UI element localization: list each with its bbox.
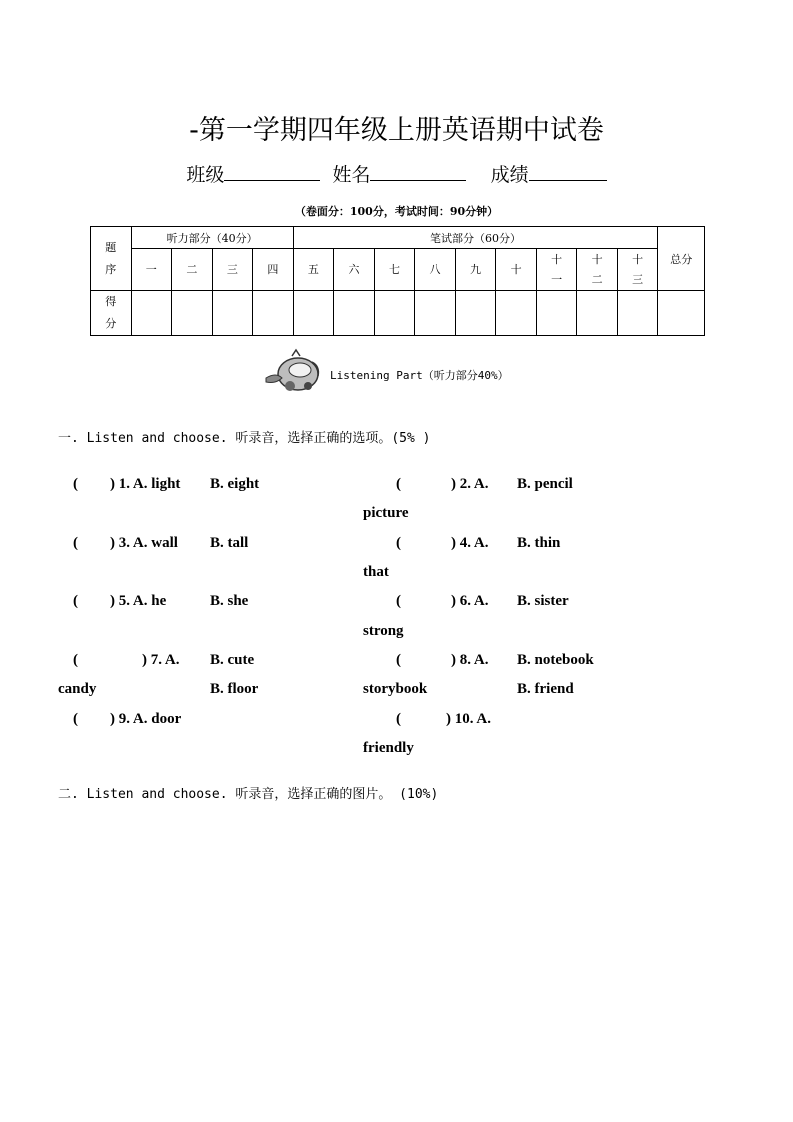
column-header-12: 十 二	[577, 249, 618, 291]
q1-option-b: B. eight	[210, 476, 260, 492]
column-header-row	[91, 249, 705, 291]
score-table	[90, 226, 705, 336]
q7-option-a: ) 7. A.	[142, 652, 180, 668]
q6-option-a: ) 6. A.	[451, 593, 489, 609]
exam-note: （卷面分：100分，考试时间：90分钟）	[294, 205, 499, 218]
q4-option-a: ) 4. A.	[451, 535, 489, 551]
column-header-6: 六	[334, 249, 375, 291]
column-header-9: 九	[455, 249, 496, 291]
column-header-1: 一	[131, 249, 172, 291]
q9-option-a: ) 9. A. door	[110, 711, 182, 727]
row-head-score: 得 分	[91, 291, 132, 336]
q7-option-b2: B. floor	[210, 681, 259, 697]
q2-option-b: B. pencil	[517, 476, 573, 492]
q5-option-a: ) 5. A. he	[110, 593, 167, 609]
q3-option-b: B. tall	[210, 535, 249, 551]
score-cell-7[interactable]	[374, 291, 415, 336]
score-cell-1[interactable]	[131, 291, 172, 336]
q2-paren[interactable]: (	[396, 476, 401, 492]
page-title: -第一学期四年级上册英语期中试卷	[189, 115, 604, 146]
column-header-3: 三	[212, 249, 253, 291]
student-info-line	[0, 160, 793, 187]
name-blank[interactable]	[370, 162, 466, 181]
listening-icon	[262, 348, 324, 400]
name-label: 姓名	[332, 164, 371, 186]
score-cell-13[interactable]	[617, 291, 658, 336]
listening-part-banner	[262, 348, 562, 400]
q7-option-b: B. cute	[210, 652, 255, 668]
score-cell-4[interactable]	[253, 291, 294, 336]
column-header-2: 二	[172, 249, 213, 291]
q8-option-b2: B. friend	[517, 681, 574, 697]
score-cell-6[interactable]	[334, 291, 375, 336]
score-label: 成绩	[490, 164, 529, 186]
q5-paren[interactable]: (	[73, 593, 78, 609]
column-header-4: 四	[253, 249, 294, 291]
q10-option-a: ) 10. A.	[446, 711, 491, 727]
writing-header: 笔试部分（60分）	[293, 227, 658, 249]
section2-title: 二. Listen and choose. 听录音，选择正确的图片。 (10%)	[58, 787, 439, 802]
q8-option-b: B. notebook	[517, 652, 594, 668]
score-cell-5[interactable]	[293, 291, 334, 336]
column-header-13: 十 三	[617, 249, 658, 291]
listening-header: 听力部分（40分）	[131, 227, 293, 249]
q8-option-a: ) 8. A.	[451, 652, 489, 668]
q6-continuation: strong	[363, 623, 404, 639]
column-header-10: 十	[496, 249, 537, 291]
q7-paren[interactable]: (	[73, 652, 78, 668]
q2-option-a: ) 2. A.	[451, 476, 489, 492]
score-cell-2[interactable]	[172, 291, 213, 336]
class-blank[interactable]	[224, 162, 320, 181]
listening-part-label: Listening Part（听力部分40%）	[330, 369, 509, 382]
q6-paren[interactable]: (	[396, 593, 401, 609]
score-cell-12[interactable]	[577, 291, 618, 336]
score-cell-8[interactable]	[415, 291, 456, 336]
q7-continuation: candy	[58, 681, 97, 697]
score-cell-11[interactable]	[536, 291, 577, 336]
q8-continuation: storybook	[363, 681, 428, 697]
column-header-11: 十 一	[536, 249, 577, 291]
section1-title: 一. Listen and choose. 听录音，选择正确的选项。(5% )	[58, 431, 431, 446]
q9-paren[interactable]: (	[73, 711, 78, 727]
q1-paren[interactable]: (	[73, 476, 78, 492]
column-header-7: 七	[374, 249, 415, 291]
q4-option-b: B. thin	[517, 535, 561, 551]
q10-continuation: friendly	[363, 740, 414, 756]
score-cell-10[interactable]	[496, 291, 537, 336]
q2-continuation: picture	[363, 505, 409, 521]
score-cell-9[interactable]	[455, 291, 496, 336]
q3-paren[interactable]: (	[73, 535, 78, 551]
row-head-order: 题 序	[91, 227, 132, 291]
score-blank[interactable]	[529, 162, 607, 181]
score-row	[91, 291, 705, 336]
q10-paren[interactable]: (	[396, 711, 401, 727]
column-header-8: 八	[415, 249, 456, 291]
q6-option-b: B. sister	[517, 593, 569, 609]
score-cell-3[interactable]	[212, 291, 253, 336]
q4-paren[interactable]: (	[396, 535, 401, 551]
q1-option-a: ) 1. A. light	[110, 476, 181, 492]
q5-option-b: B. she	[210, 593, 249, 609]
score-cell-total[interactable]	[658, 291, 705, 336]
total-header: 总分	[658, 227, 705, 291]
class-label: 班级	[186, 164, 225, 186]
q3-option-a: ) 3. A. wall	[110, 535, 178, 551]
q8-paren[interactable]: (	[396, 652, 401, 668]
column-header-5: 五	[293, 249, 334, 291]
q4-continuation: that	[363, 564, 389, 580]
